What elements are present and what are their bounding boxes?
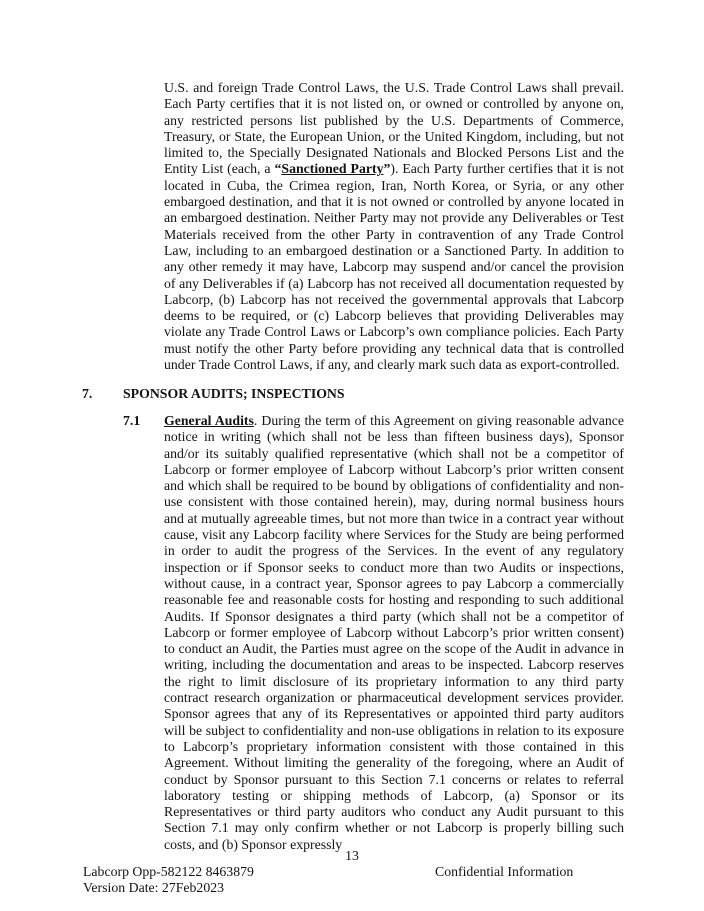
page-number: 13 — [345, 848, 359, 863]
footer-doc-id: Labcorp Opp-582122 8463879 — [83, 864, 254, 879]
subsection-7-1 — [123, 413, 624, 853]
footer-confidential: Confidential Information — [435, 864, 574, 879]
section-number: 7. — [82, 386, 93, 401]
subsection-paragraph: General Audits. During the term of this Agreement on giving reasonable advance notice in writing (which shall not be less than fifteen business days), Sponsor and/or its suitably qualified representative (which shall not be a competitor of Labcorp or former employee of Labcorp without Labcorp’s prior written consent and which shall be required to be bound by obligations of confidentiality and non-use consistent with those contained herein), may, during normal business hours and at mutually agreeable times, but not more than twice in a contract year without cause, visit any Labcorp facility where Services for the Study are being performed in order to audit the progress of the Services. In the event of any regulatory inspection or if Sponsor seeks to conduct more than two Audits or inspections, without cause, in a contract year, Sponsor agrees to pay Labcorp a commercially reasonable fee and reasonable costs for hosting and responding to such additional Audits. If Sponsor designates a third party (which shall not be a competitor of Labcorp or former employee of Labcorp without Labcorp’s prior written consent) to conduct an Audit, the Parties must agree on the scope of the Audit in advance in writing, including the documentation and areas to be inspected. Labcorp reserves the right to limit disclosure of its proprietary information to any third party contract research organization or pharmaceutical development services provider. Sponsor agrees that any of its Representatives or appointed third party auditors will be subject to confidentiality and non-use obligations in relation to its exposure to Labcorp’s proprietary information consistent with those contained in this Agreement. Without limiting the generality of the foregoing, where an Audit of conduct by Sponsor pursuant to this Section 7.1 concerns or relates to referral laboratory testing or shipping methods of Labcorp, (a) Sponsor or its Representatives or third party auditors who conduct any Audit pursuant to this Section 7.1 may only confirm whether or not Labcorp is properly billing such costs, and (b) Sponsor expressly — [164, 413, 625, 852]
footer-version-date: Version Date: 27Feb2023 — [83, 880, 225, 896]
section-heading — [82, 386, 345, 402]
subsection-number: 7.1 — [123, 413, 141, 428]
footer-left — [83, 864, 254, 897]
continuation-paragraph: U.S. and foreign Trade Control Laws, the U.S. Trade Control Laws shall prevail. Each Party certifies that it is not listed on, or owned or controlled by anyone on, any restricted persons list published by the U.S. Departments of Commerce, Treasury, or State, the European Union, or the United Kingdom, including, but not limited to, the Specially Designated Nationals and Blocked Persons List and the Entity List (each, a “Sanctioned Party”). Each Party further certifies that it is not located in Cuba, the Crimea region, Iran, North Korea, or Syria, or any other embargoed destination, and that it is not owned or controlled by anyone located in an embargoed destination. Neither Party may not provide any Deliverables or Test Materials received from the other Party in contravention of any Trade Control Law, including to an embargoed destination or a Sanctioned Party. In addition to any other remedy it may have, Labcorp may suspend and/or cancel the provision of any Deliverables if (a) Labcorp has not received all documentation requested by Labcorp, (b) Labcorp has not received the governmental approvals that Labcorp deems to be required, or (c) Labcorp believes that providing Deliverables may violate any Trade Control Laws or Labcorp’s own compliance policies. Each Party must notify the other Party before providing any technical data that is controlled under Trade Control Laws, if any, and clearly mark such data as export-controlled. — [164, 80, 624, 373]
section-title: SPONSOR AUDITS; INSPECTIONS — [123, 386, 345, 401]
